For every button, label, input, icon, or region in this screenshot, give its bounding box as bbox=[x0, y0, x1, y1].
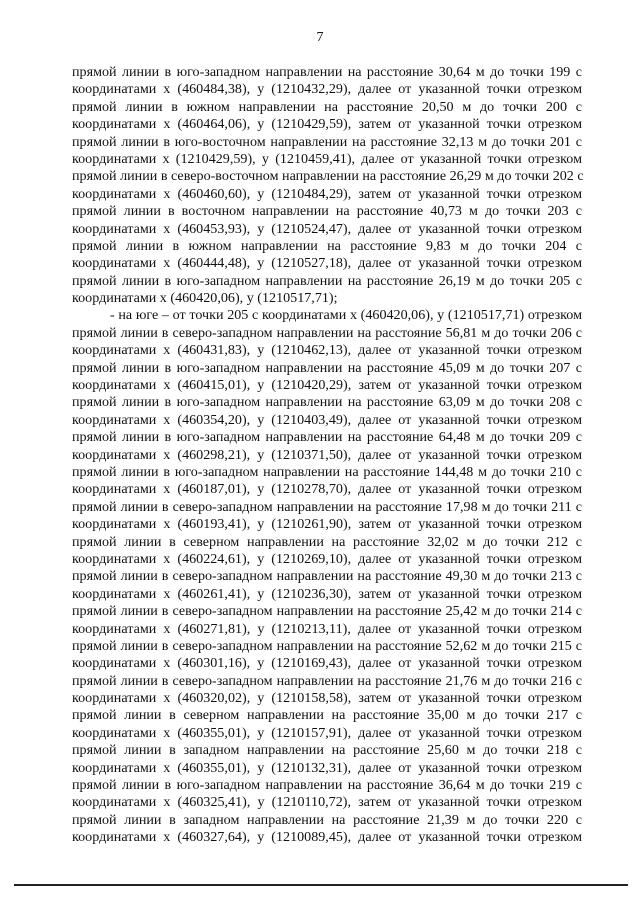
text-line: прямой линии в юго-западном направлении на расстояние 45,09 м до точки 207 с bbox=[72, 359, 582, 376]
text-line: прямой линии в юго-западном направлении на расстояние 30,64 м до точки 199 с bbox=[72, 64, 582, 80]
text-line: прямой линии в восточном направлении на расстояние 40,73 м до точки 203 с bbox=[72, 203, 582, 220]
text-line: прямой линии в западном направлении на расстояние 25,60 м до точки 218 с bbox=[72, 742, 582, 759]
text-line: координатами x (460460,60), y (1210484,29), затем от указанной точки отрезком bbox=[72, 185, 582, 202]
text-line: прямой линии в северо-западном направлении на расстояние 49,30 м до точки 213 с bbox=[72, 568, 582, 585]
text-line: координатами x (460355,01), y (1210132,31), далее от указанной точки отрезком bbox=[72, 759, 582, 776]
text-line: прямой линии в юго-западном направлении на расстояние 144,48 м до точки 210 с bbox=[72, 463, 582, 480]
text-line: координатами x (460431,83), y (1210462,13), далее от указанной точки отрезком bbox=[72, 342, 582, 359]
footer-divider bbox=[14, 884, 628, 886]
text-line: координатами x (1210429,59), y (1210459,41), далее от указанной точки отрезком bbox=[72, 150, 582, 167]
text-line: координатами x (460327,64), y (1210089,45), далее от указанной точки отрезком bbox=[72, 829, 582, 846]
text-line: координатами x (460464,06), y (1210429,59), затем от указанной точки отрезком bbox=[72, 116, 582, 133]
text-line: координатами x (460355,01), y (1210157,91), далее от указанной точки отрезком bbox=[72, 724, 582, 741]
text-line: координатами x (460354,20), y (1210403,49), далее от указанной точки отрезком bbox=[72, 411, 582, 428]
text-line: прямой линии в северо-восточном направлении на расстояние 26,29 м до точки 202 с bbox=[72, 168, 584, 185]
text-line: координатами x (460193,41), y (1210261,90), затем от указанной точки отрезком bbox=[72, 516, 582, 533]
text-line: прямой линии в южном направлении на расстояние 20,50 м до точки 200 с bbox=[72, 98, 582, 115]
text-line: координатами x (460224,61), y (1210269,10), далее от указанной точки отрезком bbox=[72, 550, 582, 567]
text-line: прямой линии в юго-западном направлении на расстояние 64,48 м до точки 209 с bbox=[72, 429, 582, 446]
text-line: прямой линии в северном направлении на расстояние 32,02 м до точки 212 с bbox=[72, 533, 582, 550]
text-line: координатами x (460484,38), y (1210432,29), далее от указанной точки отрезком bbox=[72, 81, 582, 98]
paragraph-start-line: - на юге – от точки 205 с координатами x (460420,06), y (1210517,71) отрезком bbox=[110, 307, 582, 324]
text-line: координатами x (460420,06), y (1210517,71); bbox=[72, 290, 338, 307]
text-line: прямой линии в западном направлении на расстояние 21,39 м до точки 220 с bbox=[72, 811, 582, 828]
text-line: координатами x (460415,01), y (1210420,29), затем от указанной точки отрезком bbox=[72, 377, 582, 394]
text-line: прямой линии в северном направлении на расстояние 35,00 м до точки 217 с bbox=[72, 707, 582, 724]
text-line: координатами x (460301,16), y (1210169,43), далее от указанной точки отрезком bbox=[72, 655, 582, 672]
text-line: прямой линии в юго-западном направлении на расстояние 26,19 м до точки 205 с bbox=[72, 272, 582, 289]
text-line: прямой линии в северо-западном направлении на расстояние 56,81 м до точки 206 с bbox=[72, 324, 582, 341]
text-line: прямой линии в юго-западном направлении на расстояние 36,64 м до точки 219 с bbox=[72, 777, 582, 794]
text-line: координатами x (460320,02), y (1210158,58), затем от указанной точки отрезком bbox=[72, 690, 582, 707]
text-line: координатами x (460325,41), y (1210110,72), затем от указанной точки отрезком bbox=[72, 794, 582, 811]
text-line: координатами x (460271,81), y (1210213,11), далее от указанной точки отрезком bbox=[72, 620, 582, 637]
text-line: прямой линии в северо-западном направлении на расстояние 21,76 м до точки 216 с bbox=[72, 672, 582, 689]
text-line: прямой линии в северо-западном направлении на расстояние 25,42 м до точки 214 с bbox=[72, 603, 582, 620]
document-body bbox=[72, 64, 582, 847]
text-line: координатами x (460298,21), y (1210371,50), далее от указанной точки отрезком bbox=[72, 446, 582, 463]
text-line: прямой линии в северо-западном направлении на расстояние 17,98 м до точки 211 с bbox=[72, 498, 582, 515]
text-line: координатами x (460261,41), y (1210236,30), затем от указанной точки отрезком bbox=[72, 585, 582, 602]
text-line: прямой линии в северо-западном направлении на расстояние 52,62 м до точки 215 с bbox=[72, 637, 582, 654]
text-line: координатами x (460187,01), y (1210278,70), далее от указанной точки отрезком bbox=[72, 481, 582, 498]
text-line: прямой линии в юго-западном направлении на расстояние 63,09 м до точки 208 с bbox=[72, 394, 582, 411]
text-line: координатами x (460444,48), y (1210527,18), далее от указанной точки отрезком bbox=[72, 255, 582, 272]
text-line: прямой линии в южном направлении на расстояние 9,83 м до точки 204 с bbox=[72, 237, 582, 254]
page-number: 7 bbox=[316, 30, 324, 45]
text-line: прямой линии в юго-восточном направлении на расстояние 32,13 м до точки 201 с bbox=[72, 133, 582, 150]
text-line: координатами x (460453,93), y (1210524,47), далее от указанной точки отрезком bbox=[72, 220, 582, 237]
